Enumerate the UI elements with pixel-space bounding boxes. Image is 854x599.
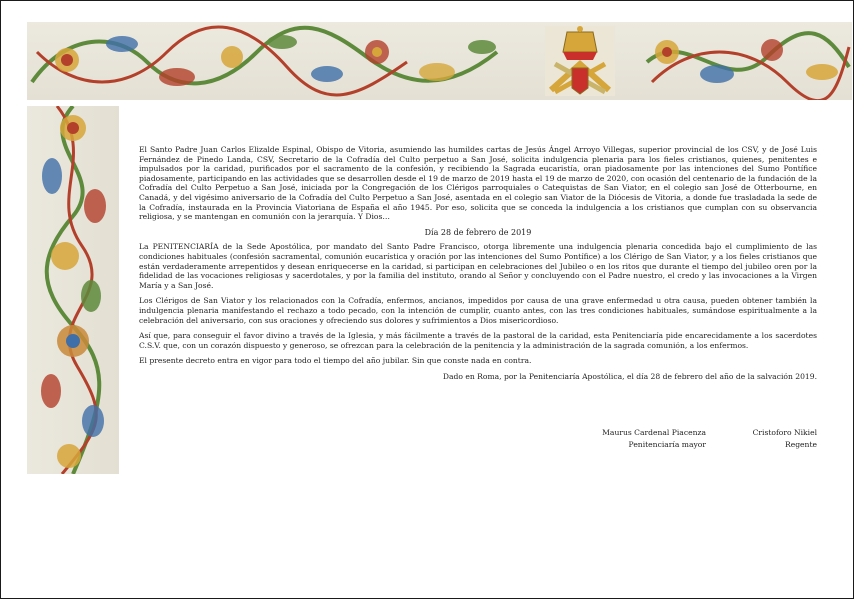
petition-paragraph: El Santo Padre Juan Carlos Elizalde Espinal, Obispo de Vitoria, asumiendo las humildes cartas de Jesús Ángel Arroyo Villegas, superior provincial de los CSV, y de José Luis Fernández de Pinedo Landa, CSV, Secretario de la Cofradía del Culto perpetuo a San José, solicita indulgencia plenaria para los fieles cristianos, quienes, penitentes e impulsados por la caridad, purificados por el sacramento de la confesión, y recibiendo la Sagrada eucaristía, oran piadosamente por las intenciones del Sumo Pontífice piadosamente, participando en las actividades que se desarrollen desde el 19 de marzo de 2019 hasta el 19 de marzo de 2020, con ocasión del centenario de la fundación de la Cofradía del Culto Perpetuo a San José, iniciada por la Congregación de los Clérigos parroquiales o Catequistas de San Viator, en el colegio san José de Otterbourne, en Canadá, y del vigésimo aniversario de la Cofradía del Culto Perpetuo a San José, asentada en el colegio san Viator de la Diócesis de Vitoria, a donde fue trasladada la sede de la Cofradía, instaurada en la Provincia Viatoriana de España el año 1945. Por eso, solicita que se conceda la indulgencia a los cristianos que cumplan con su observancia religiosa, y se mantengan en comunión con la jerarquía. Y Dios… — [139, 145, 817, 222]
infirm-paragraph: Los Clérigos de San Viator y los relacionados con la Cofradía, enfermos, ancianos, impedidos por causa de una grave enfermedad u otra causa, pueden obtener también la indulgencia plenaria manifestando el rechazo a todo pecado, con la intención de cumplir, cuanto antes, con las tres condiciones habituales, sumándose espiritualmente a la celebración del aniversario, con sus oraciones y ofreciendo sus dolores y sufrimientos a Dios misericordioso. — [139, 296, 817, 325]
signature-regent — [737, 427, 817, 451]
grant-paragraph: La PENITENCIARÍA de la Sede Apostólica, por mandato del Santo Padre Francisco, otorga libremente una indulgencia plenaria concedida bajo el cumplimiento de las condiciones habituales (confesión sacramental, comunión eucarística y oración por las intenciones del Sumo Pontífice) a los Clérigo de San Viator, y a los fieles cristianos que están verdaderamente arrepentidos y desean enriquecerse en la caridad, si participan en celebraciones del Jubileo o en los ritos que durante el tiempo del jubileo oren por la fidelidad de las vocaciones religiosas y sacerdotales, y por la familia del instituto, orando al Señor y concluyendo con el Padre nuestro, el credo y las invocaciones a la Virgen María y a San José. — [139, 242, 817, 290]
given-line: Dado en Roma, por la Penitenciaría Apostólica, el día 28 de febrero del año de la salvación 2019. — [442, 371, 817, 381]
signature-penitentiary — [588, 427, 706, 451]
signatory-title: Penitenciaría mayor — [628, 440, 706, 449]
signatory-name: Cristoforo Nikiel — [752, 428, 817, 437]
pastoral-paragraph: Así que, para conseguir el favor divino a través de la Iglesia, y más fácilmente a través de la pastoral de la caridad, esta Penitenciaría pide encarecidamente a los sacerdotes C.S.V. que, con un corazón dispuesto y generoso, se ofrezcan para la celebración de la penitencia y la administración de la sagrada comunión, a los enfermos. — [139, 331, 817, 350]
top-illuminated-border — [27, 22, 852, 100]
left-illuminated-border — [27, 106, 119, 474]
decree-text — [139, 145, 817, 387]
signatory-title: Regente — [784, 440, 817, 449]
signatory-name: Maurus Cardenal Piacenza — [602, 428, 706, 437]
papal-coat-of-arms-icon — [545, 26, 615, 96]
decree-date: Día 28 de febrero de 2019 — [424, 227, 532, 237]
floral-vine-ornament-icon — [27, 106, 119, 474]
validity-paragraph: El presente decreto entra en vigor para todo el tiempo del año jubilar. Sin que conste nada en contra. — [139, 356, 532, 366]
floral-vine-ornament-icon — [27, 22, 852, 100]
